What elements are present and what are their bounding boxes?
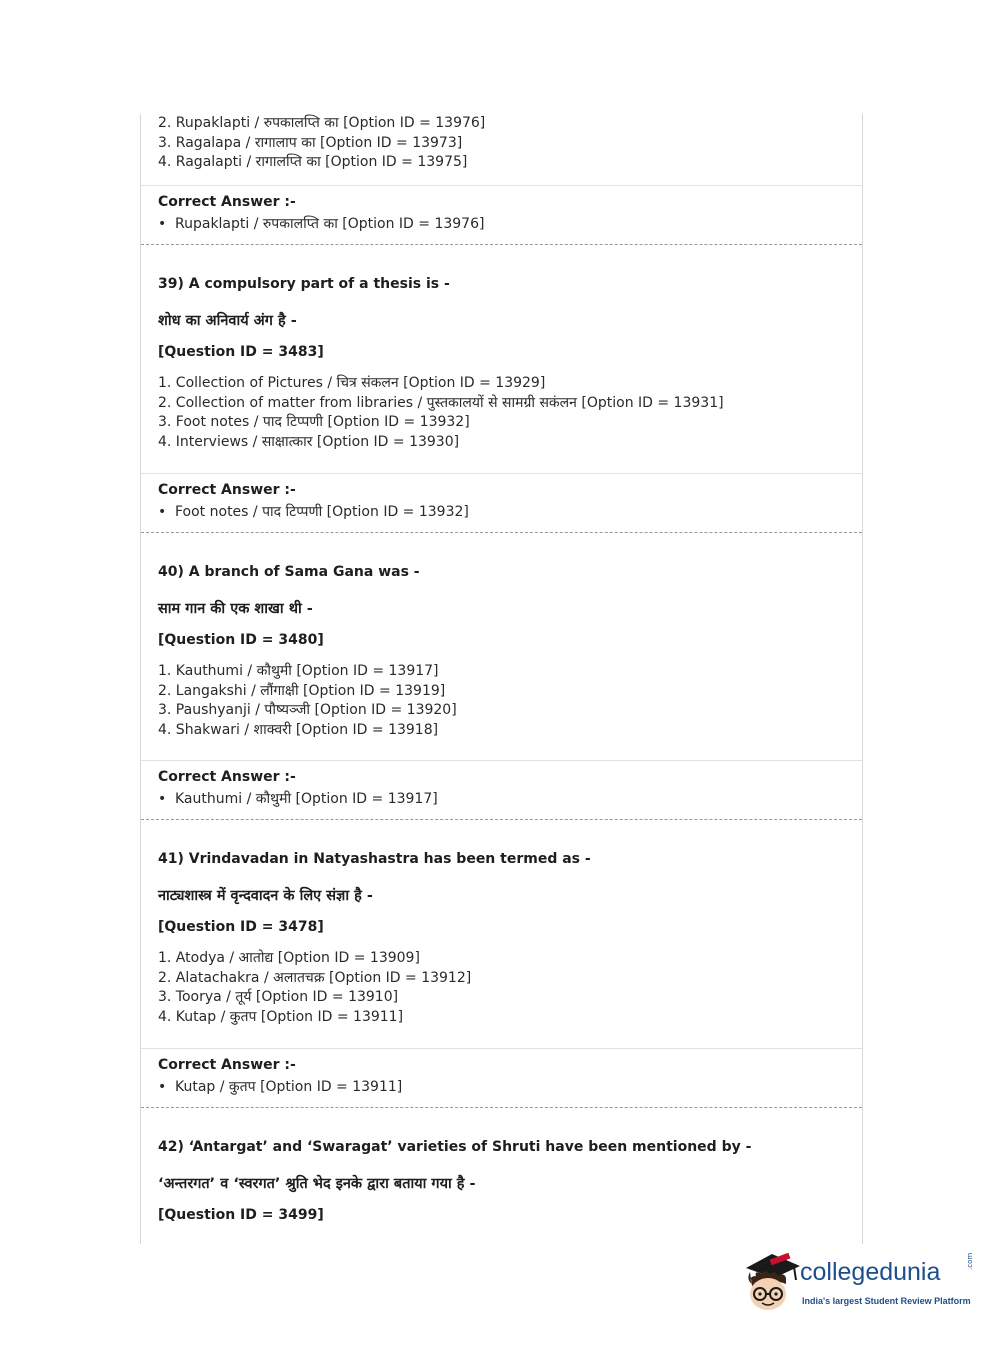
option-item: 3. Foot notes / पाद टिप्पणी [Option ID = 13932] (158, 414, 470, 430)
question-title: 42) ‘Antargat’ and ‘Swaragat’ varieties of Shruti have been mentioned by - (158, 1139, 752, 1155)
question-42 (141, 1139, 862, 1223)
correct-answer-heading: Correct Answer :- (158, 194, 296, 210)
logo-tagline: India's largest Student Review Platform (802, 1296, 971, 1306)
options-list-prev (141, 114, 862, 173)
question-paper-frame (140, 114, 863, 1244)
correct-answer-heading: Correct Answer :- (158, 769, 296, 785)
question-title: 39) A compulsory part of a thesis is - (158, 276, 450, 292)
option-item: 3. Toorya / तूर्य [Option ID = 13910] (158, 989, 399, 1005)
answer-block (141, 1056, 862, 1098)
question-title: 40) A branch of Sama Gana was - (158, 564, 420, 580)
logo-wordmark: collegedunia (800, 1258, 941, 1286)
option-item: 4. Ragalapti / रागालप्ति का [Option ID = 13975] (158, 154, 468, 170)
question-id: [Question ID = 3480] (158, 632, 324, 648)
question-hindi: साम गान की एक शाखा थी - (158, 601, 313, 617)
collegedunia-logo[interactable] (742, 1250, 972, 1314)
logo-suffix: .com (966, 1252, 974, 1270)
option-item: 2. Alatachakra / अलातचक्र [Option ID = 13912] (158, 969, 472, 986)
answer-block-prev (141, 193, 862, 235)
correct-answer-heading: Correct Answer :- (158, 1057, 296, 1073)
question-hindi: शोध का अनिवार्य अंग है - (158, 313, 297, 329)
option-item: 1. Collection of Pictures / चित्र संकलन [Option ID = 13929] (158, 375, 546, 391)
section-divider (141, 185, 862, 186)
answer-block (141, 768, 862, 810)
correct-answer-value: • Kauthumi / कौथुमी [Option ID = 13917] (158, 791, 438, 807)
option-item: 2. Rupaklapti / रुपकालप्ति का [Option ID = 13976] (158, 115, 486, 131)
question-40 (141, 564, 862, 740)
question-hindi: नाट्यशास्त्र में वृन्दवादन के लिए संज्ञा है - (158, 888, 373, 904)
option-item: 4. Interviews / साक्षात्कार [Option ID = 13930] (158, 433, 460, 450)
question-hindi: ‘अन्तरगत’ व ‘स्वरगत’ श्रुति भेद इनके द्वारा बताया गया है - (158, 1176, 476, 1192)
student-mascot-icon (742, 1250, 802, 1314)
question-id: [Question ID = 3499] (158, 1207, 324, 1223)
correct-answer-heading: Correct Answer :- (158, 482, 296, 498)
question-39 (141, 276, 862, 452)
option-item: 4. Kutap / कुतप [Option ID = 13911] (158, 1008, 404, 1025)
answer-block (141, 481, 862, 523)
question-id: [Question ID = 3483] (158, 344, 324, 360)
question-divider (141, 1107, 862, 1108)
correct-answer-value: • Rupaklapti / रुपकालप्ति का [Option ID = 13976] (158, 216, 485, 232)
question-divider (141, 244, 862, 245)
option-item: 3. Ragalapa / रागालाप का [Option ID = 13973] (158, 134, 463, 151)
option-item: 2. Collection of matter from libraries / पुस्तकालयों से सामग्री सकंलन [Option ID = 13931] (158, 394, 724, 411)
section-divider (141, 473, 862, 474)
section-divider (141, 1048, 862, 1049)
question-divider (141, 532, 862, 533)
option-item: 1. Kauthumi / कौथुमी [Option ID = 13917] (158, 663, 439, 679)
option-item: 2. Langakshi / लौंगाक्षी [Option ID = 13919] (158, 682, 446, 699)
options-list (158, 662, 862, 740)
option-item: 1. Atodya / आतोद्य [Option ID = 13909] (158, 950, 420, 966)
option-item: 4. Shakwari / शाक्वरी [Option ID = 13918] (158, 721, 439, 738)
correct-answer-value: • Kutap / कुतप [Option ID = 13911] (158, 1079, 403, 1095)
correct-answer-value: • Foot notes / पाद टिप्पणी [Option ID = 13932] (158, 504, 469, 520)
question-id: [Question ID = 3478] (158, 919, 324, 935)
section-divider (141, 760, 862, 761)
options-list (158, 949, 862, 1027)
question-divider (141, 819, 862, 820)
option-item: 3. Paushyanji / पौष्यञ्जी [Option ID = 13920] (158, 702, 457, 718)
options-list (158, 374, 862, 452)
question-41 (141, 851, 862, 1027)
question-title: 41) Vrindavadan in Natyashastra has been termed as - (158, 851, 591, 867)
